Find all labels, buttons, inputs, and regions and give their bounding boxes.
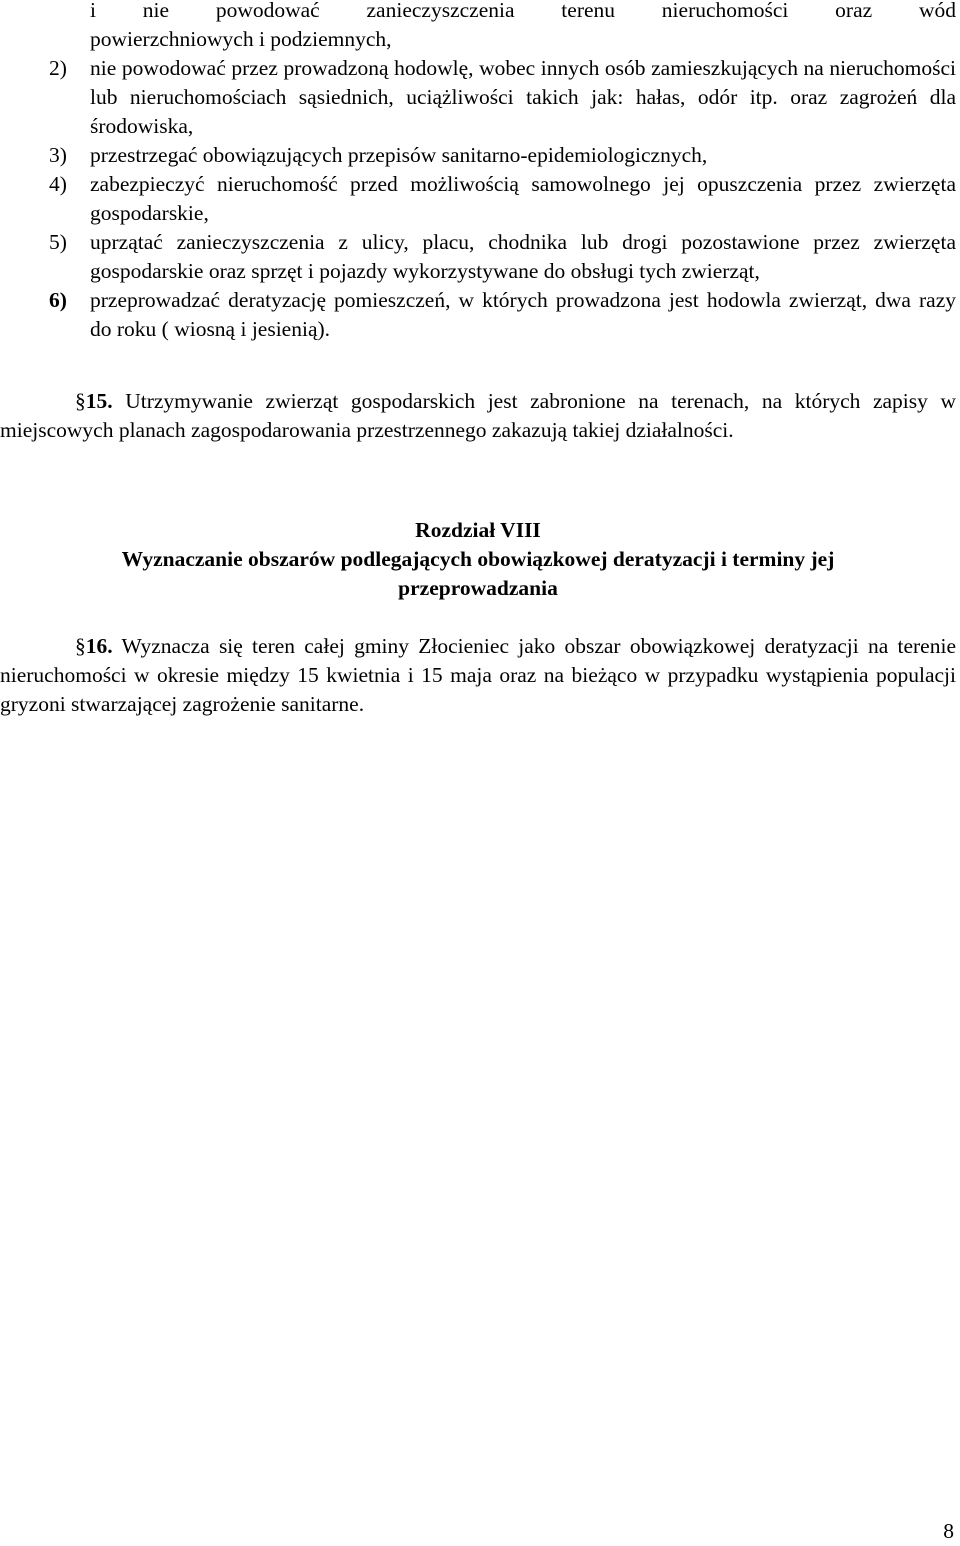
section-number: 16. — [85, 634, 113, 658]
section-16-paragraph — [0, 632, 956, 719]
chapter-subtitle: Wyznaczanie obszarów podlegających obowiązkowej deratyzacji i terminy jej przeprowadzania — [121, 547, 835, 600]
list-item-5 — [0, 228, 956, 286]
continuation-line-2: powierzchniowych i podziemnych, — [90, 27, 392, 51]
list-item-2 — [0, 54, 956, 141]
list-item-text: nie powodować przez prowadzoną hodowlę, wobec innych osób zamieszkujących na nieruchomości lub nieruchomościach sąsiednich, uciążliwości takich jak: hałas, odór itp. oraz zagrożeń dla środowiska, — [90, 56, 956, 138]
continuation-line-1: i nie powodować zanieczyszczenia terenu nieruchomości oraz wód — [90, 0, 956, 22]
page-number: 8 — [943, 1519, 954, 1543]
list-item-4 — [0, 170, 956, 228]
section-number: 15. — [85, 389, 113, 413]
section-15-paragraph — [0, 387, 956, 445]
list-item-text: przeprowadzać deratyzację pomieszczeń, w których prowadzona jest hodowla zwierząt, dwa razy do roku ( wiosną i jesienią). — [90, 288, 956, 341]
section-16-text: Wyznacza się teren całej gminy Złocieniec jako obszar obowiązkowej deratyzacji na terenie nieruchomości w okresie między 15 kwietnia i 15 maja oraz na bieżąco w przypadku wystąpienia populacji gryzoni stwarzającej zagrożenie sanitarne. — [0, 634, 956, 716]
list-item-number: 4) — [49, 172, 67, 196]
section-mark: § — [75, 389, 86, 413]
list-item-6 — [0, 286, 956, 344]
section-mark: § — [75, 634, 86, 658]
section-16-label — [75, 632, 113, 661]
list-item-number: 6) — [49, 288, 67, 312]
section-15-text: Utrzymywanie zwierząt gospodarskich jest zabronione na terenach, na których zapisy w miejscowych planach zagospodarowania przestrzennego zakazują takiej działalności. — [0, 389, 956, 442]
list-item-number: 2) — [49, 56, 67, 80]
obligations-list — [0, 0, 956, 344]
list-item-3 — [0, 141, 956, 170]
chapter-title: Rozdział VIII — [415, 518, 541, 542]
list-item-text: uprzątać zanieczyszczenia z ulicy, placu, chodnika lub drogi pozostawione przez zwierzęta gospodarskie oraz sprzęt i pojazdy wykorzystywane do obsługi tych zwierząt, — [90, 230, 956, 283]
list-item-number: 5) — [49, 230, 67, 254]
list-item-number: 3) — [49, 143, 67, 167]
list-item-text: przestrzegać obowiązujących przepisów sanitarno-epidemiologicznych, — [90, 143, 708, 167]
list-item-text: zabezpieczyć nieruchomość przed możliwością samowolnego jej opuszczenia przez zwierzęta gospodarskie, — [90, 172, 956, 225]
section-15-label — [75, 387, 113, 416]
chapter-heading — [0, 516, 956, 603]
